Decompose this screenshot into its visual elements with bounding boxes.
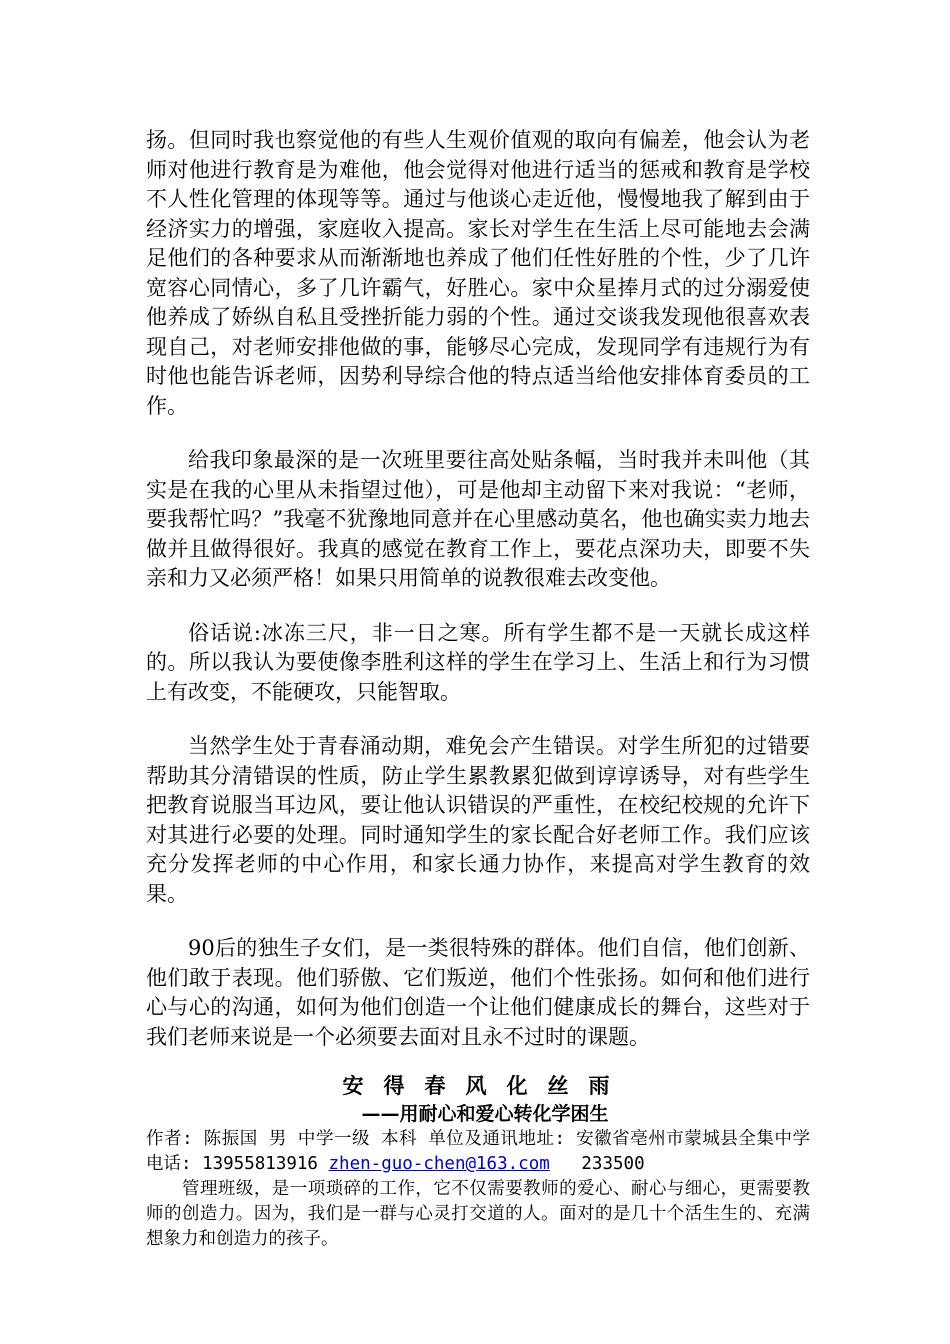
article-subtitle: ——用耐心和爱心转化学困生	[361, 1103, 609, 1125]
spacer	[550, 1154, 582, 1174]
article-title: 安得春风化丝雨	[342, 1074, 630, 1098]
author-line: 作者: 陈振国 男 中学一级 本科 单位及通讯地址: 安徽省亳州市蒙城县全集中学 电话: 13955813916	[146, 1129, 810, 1174]
intro-paragraph: 管理班级，是一项琐碎的工作，它不仅需要教师的爱心、耐心与细心，更需要教师的创造力。因为，我们是一群与心灵打交道的人。面对的是几十个活生生的、充满想象力和创造力的孩子。	[146, 1179, 810, 1249]
paragraph-4: 当然学生处于青春涌动期，难免会产生错误。对学生所犯的过错要帮助其分清错误的性质，防止学生累教累犯做到谆谆诱导，对有些学生把教育说服当耳边风，要让他认识错误的严重性，在校纪校规的允许下对其进行必要的处理。同时通知学生的家长配合好老师工作。我们应该充分发挥老师的中心作用，和家长通力协作，来提高对学生教育的效果。	[146, 734, 810, 906]
author-info	[146, 1127, 810, 1177]
paragraph-1: 扬。但同时我也察觉他的有些人生观价值观的取向有偏差，他会认为老师对他进行教育是为难他，他会觉得对他进行适当的惩戒和教育是学校不人性化管理的体现等等。通过与他谈心走近他，慢慢地我了解到由于经济实力的增强，家庭收入提高。家长对学生在生活上尽可能地去会满足他们的各种要求从而渐渐地也养成了他们任性好胜的个性，少了几许宽容心同情心，多了几许霸气，好胜心。家中众星捧月式的过分溺爱使他养成了娇纵自私且受挫折能力弱的个性。通过交谈我发现他很喜欢表现自己，对老师安排他做的事，能够尽心完成，发现同学有违规行为有时他也能告诉老师，因势利导综合他的特点适当给他安排体育委员的工作。	[146, 128, 810, 418]
postcode: 233500	[581, 1154, 645, 1174]
document-page	[146, 126, 810, 1252]
paragraph-3: 俗话说:冰冻三尺，非一日之寒。所有学生都不是一天就长成这样的。所以我认为要使像李胜利这样的学生在学习上、生活上和行为习惯上有改变，不能硬攻，只能智取。	[146, 620, 810, 704]
email-link[interactable]: zhen-guo-chen@163.com	[328, 1154, 550, 1174]
paragraph-2: 给我印象最深的是一次班里要往高处贴条幅，当时我并未叫他（其实是在我的心里从未指望过他），可是他却主动留下来对我说：“老师，要我帮忙吗？”我毫不犹豫地同意并在心里感动莫名，他也确实卖力地去做并且做得很好。我真的感觉在教育工作上，要花点深功夫，即要不失亲和力又必须严格！如果只用简单的说教很难去改变他。	[146, 448, 810, 590]
paragraph-5: 90后的独生子女们，是一类很特殊的群体。他们自信，他们创新、他们敢于表现。他们骄傲、它们叛逆，他们个性张扬。如何和他们进行心与心的沟通，如何为他们创造一个让他们健康成长的舞台，这些对于我们老师来说是一个必须要去面对且永不过时的课题。	[146, 936, 810, 1049]
